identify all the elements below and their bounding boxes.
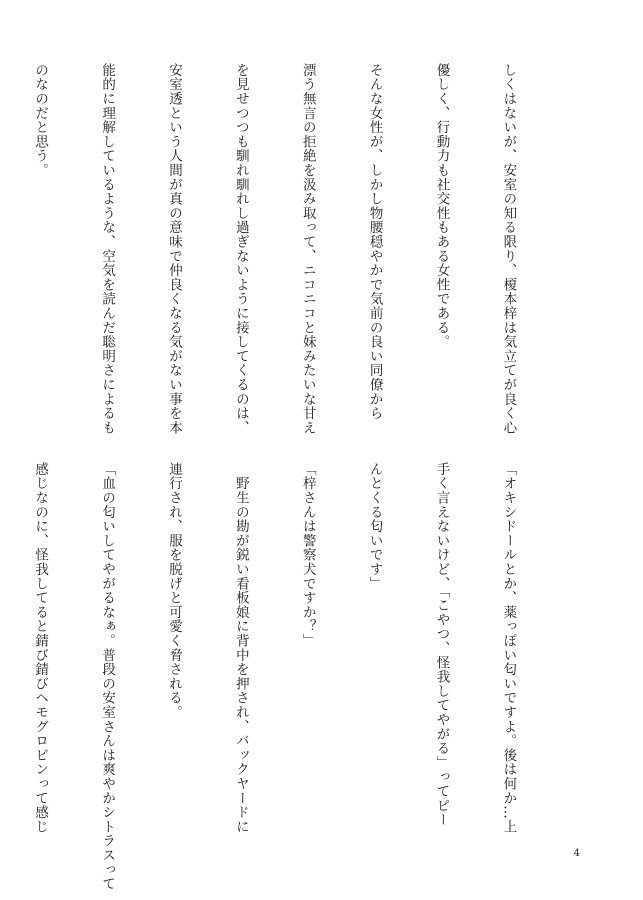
text-line: しくはないが、安室の知る限り、榎本梓は気立てが良く心 [500, 63, 517, 435]
text-line: のなのだと思う。 [32, 63, 49, 178]
text-block-lower [32, 462, 564, 891]
text-block-upper [32, 63, 564, 441]
text-line: 「梓さんは警察犬ですか？」 [299, 462, 316, 648]
text-line: 「血の匂いしてやがるなぁ。普段の安室さんは爽やかシトラスって [99, 462, 116, 891]
text-line: 連行され、服を脱げと可愛く脅される。 [165, 462, 182, 720]
text-line: んとくる匂いです」 [366, 462, 383, 591]
page-number: 4 [573, 848, 580, 859]
text-line: 感じなのに、怪我してると錆び錆びヘモグロビンって感じ [32, 462, 49, 834]
text-line: 安室透という人間が真の意味で仲良くなる気がない事を本 [165, 63, 182, 435]
text-line: 能的に理解しているような、空気を読んだ聡明さによるも [99, 63, 116, 435]
text-line: 漂う無言の拒絶を汲み取って、ニコニコと妹みたいな甘え [299, 63, 316, 435]
text-line: を見せつつも馴れ馴れし過ぎないように接してくるのは、 [232, 63, 249, 435]
text-line: 野生の勘が鋭い看板娘に背中を押され、バックヤードに [232, 462, 249, 834]
text-line: 「オキシドールとか、薬っぽい匂いですよ。後は何か…上 [500, 462, 517, 834]
text-line: 優しく、行動力も社交性もある女性である。 [433, 63, 450, 349]
text-line: 手く言えないけど、「こやつ、怪我してやがる」ってピー [433, 462, 450, 828]
text-line: そんな女性が、しかし物腰穏やかで気前の良い同僚から [366, 63, 383, 421]
